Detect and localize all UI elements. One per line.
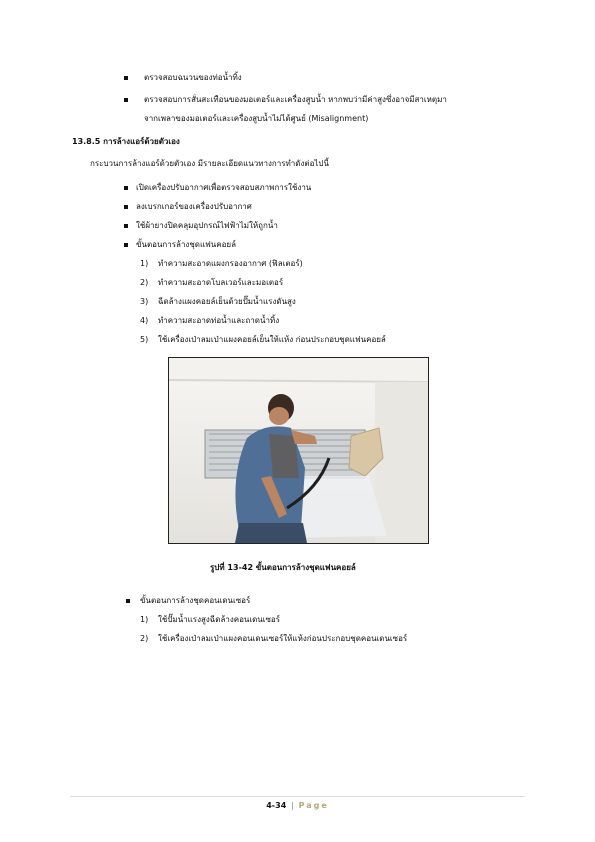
section-heading: 13.8.5 การล้างแอร์ด้วยตัวเอง <box>72 137 180 146</box>
bullet-marker <box>124 186 128 190</box>
footer-separator: | <box>291 801 294 810</box>
bullet-marker <box>124 98 128 102</box>
step-number: 2) <box>140 634 149 643</box>
page-word: Page <box>298 801 329 810</box>
page-number: 4-34 <box>266 801 287 810</box>
step-text: ทำความสะอาดท่อน้ำและถาดน้ำทิ้ง <box>158 316 280 325</box>
step-text: ใช้เครื่องเป่าลมเป่าแผงคอยล์เย็นให้แห้ง ก่อนประกอบชุดแฟนคอยล์ <box>158 335 386 344</box>
page-footer <box>0 801 595 810</box>
condenser-title: ขั้นตอนการล้างชุดคอนเดนเซอร์ <box>140 596 251 605</box>
figure-caption: รูปที่ 13-42 ขั้นตอนการล้างชุดแฟนคอยล์ <box>210 563 356 572</box>
bullet-marker <box>124 76 128 80</box>
step-number: 3) <box>140 297 149 306</box>
bullet-marker <box>124 205 128 209</box>
step-number: 5) <box>140 335 149 344</box>
bullet-text-continued: จากเพลาของมอเตอร์และเครื่องสูบน้ำไม่ได้ศูนย์ (Misalignment) <box>144 114 369 123</box>
procedure-item: เปิดเครื่องปรับอากาศเพื่อตรวจสอบสภาพการใช้งาน <box>136 183 312 192</box>
procedure-item: ใช้ผ้ายางปิดคลุมอุปกรณ์ไฟฟ้าไม่ให้ถูกน้ำ <box>136 221 278 230</box>
bullet-marker <box>126 599 130 603</box>
fancoil-cleaning-photo <box>168 357 429 544</box>
step-text: ใช้ปั๊มน้ำแรงสูงฉีดล้างคอนเดนเซอร์ <box>158 615 281 624</box>
step-number: 2) <box>140 278 149 287</box>
bullet-marker <box>124 224 128 228</box>
procedure-item: ขั้นตอนการล้างชุดแฟนคอยล์ <box>136 240 236 249</box>
step-text: ทำความสะอาดโบลเวอร์และมอเตอร์ <box>158 278 284 287</box>
step-text: ทำความสะอาดแผงกรองอากาศ (ฟิลเตอร์) <box>158 259 303 268</box>
step-number: 1) <box>140 615 149 624</box>
step-text: ใช้เครื่องเป่าลมเป่าแผงคอนเดนเซอร์ให้แห้งก่อนประกอบชุดคอนเดนเซอร์ <box>158 634 408 643</box>
step-number: 1) <box>140 259 149 268</box>
bullet-marker <box>124 243 128 247</box>
bullet-text: ตรวจสอบฉนวนของท่อน้ำทิ้ง <box>144 73 242 82</box>
procedure-item: ลงเบรกเกอร์ของเครื่องปรับอากาศ <box>136 202 252 211</box>
step-text: ฉีดล้างแผงคอยล์เย็นด้วยปั๊มน้ำแรงดันสูง <box>158 297 296 306</box>
section-intro: กระบวนการล้างแอร์ด้วยตัวเอง มีรายละเอียดแนวทางการทำดังต่อไปนี้ <box>90 159 329 168</box>
step-number: 4) <box>140 316 149 325</box>
footer-rule <box>70 796 525 797</box>
bullet-text: ตรวจสอบการสั่นสะเทือนของมอเตอร์และเครื่องสูบน้ำ หากพบว่ามีค่าสูงซึ่งอาจมีสาเหตุมา <box>144 95 447 104</box>
